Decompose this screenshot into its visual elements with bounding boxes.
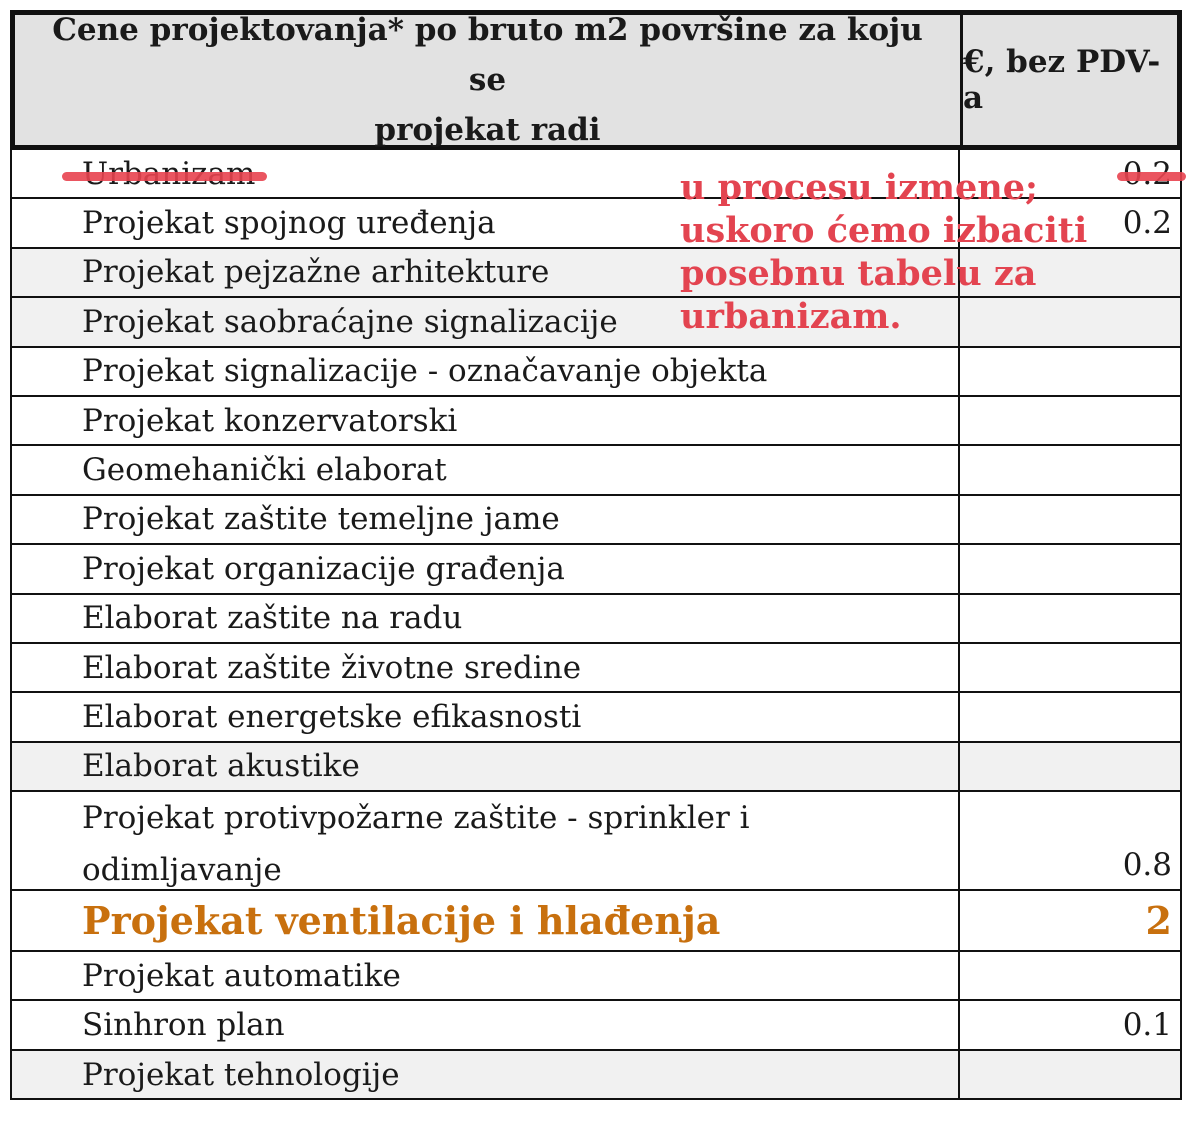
- row-value: 2: [1145, 898, 1172, 944]
- row-label: Sinhron plan: [12, 1001, 960, 1048]
- row-value: [960, 397, 1180, 444]
- row-label: Elaborat zaštite životne sredine: [12, 644, 960, 691]
- row-label: Elaborat akustike: [12, 743, 960, 790]
- table-row: [10, 1001, 1182, 1050]
- row-label: [12, 792, 960, 889]
- table-row: [10, 743, 1182, 792]
- row-value: [960, 348, 1180, 395]
- row-value: [960, 545, 1180, 592]
- annotation-line2: uskoro ćemo izbaciti: [680, 210, 1088, 251]
- table-row: [10, 545, 1182, 594]
- row-value: [960, 644, 1180, 691]
- table-row: [10, 595, 1182, 644]
- table-row: [10, 693, 1182, 742]
- row-value: 0.2: [1122, 205, 1172, 242]
- annotation-line1: u procesu izmene;: [680, 167, 1038, 208]
- strikethrough-mark: [1117, 172, 1186, 181]
- row-label: Elaborat zaštite na radu: [12, 595, 960, 642]
- annotation-note: [680, 166, 1087, 338]
- row-label: Projekat spojnog uređenja: [12, 199, 960, 246]
- row-label: Projekat organizacije građenja: [12, 545, 960, 592]
- row-value: 0.8: [1122, 847, 1172, 884]
- annotation-line3: posebnu tabelu za: [680, 253, 1037, 294]
- header-description-line1: Cene projektovanja* po bruto m2 površine za koju se: [52, 12, 923, 98]
- header-price-cell: €, bez PDV-a: [963, 44, 1161, 116]
- row-label-struck: [82, 156, 255, 192]
- header-description-line2: projekat radi: [374, 112, 601, 148]
- row-label: Projekat automatike: [12, 952, 960, 999]
- row-label-line2: odimljavanje: [82, 852, 282, 889]
- row-value: [960, 693, 1180, 740]
- row-label: Projekat pejzažne arhitekture: [12, 249, 960, 296]
- row-value: 0.1: [1122, 1007, 1172, 1044]
- row-label: Projekat signalizacije - označavanje objekta: [12, 348, 960, 395]
- table-row: [10, 1051, 1182, 1100]
- row-value: [960, 952, 1180, 999]
- strikethrough-mark: [62, 172, 267, 181]
- annotation-line4: urbanizam.: [680, 296, 902, 337]
- table-row: [10, 496, 1182, 545]
- row-value: [960, 743, 1180, 790]
- table-row: [10, 792, 1182, 891]
- table-row: [10, 348, 1182, 397]
- row-value: [960, 496, 1180, 543]
- row-value: [960, 1051, 1180, 1098]
- table-header: [10, 10, 1182, 150]
- row-label: Projekat saobraćajne signalizacije: [12, 298, 960, 345]
- row-label-line1: Projekat protivpožarne zaštite - sprinkler i: [82, 800, 750, 837]
- row-label: Projekat tehnologije: [12, 1051, 960, 1098]
- row-label: Geomehanički elaborat: [12, 446, 960, 493]
- table-row: [10, 644, 1182, 693]
- row-label: Projekat zaštite temeljne jame: [12, 496, 960, 543]
- table-row: [10, 397, 1182, 446]
- table-row-highlighted: [10, 891, 1182, 952]
- row-label: Elaborat energetske efikasnosti: [12, 693, 960, 740]
- table-row: [10, 952, 1182, 1001]
- row-label: Projekat ventilacije i hlađenja: [12, 891, 960, 950]
- row-label: Projekat konzervatorski: [12, 397, 960, 444]
- table-row: [10, 446, 1182, 495]
- row-value: [960, 595, 1180, 642]
- row-value-struck: [1123, 156, 1172, 192]
- row-value: [960, 446, 1180, 493]
- header-description-cell: [15, 12, 963, 148]
